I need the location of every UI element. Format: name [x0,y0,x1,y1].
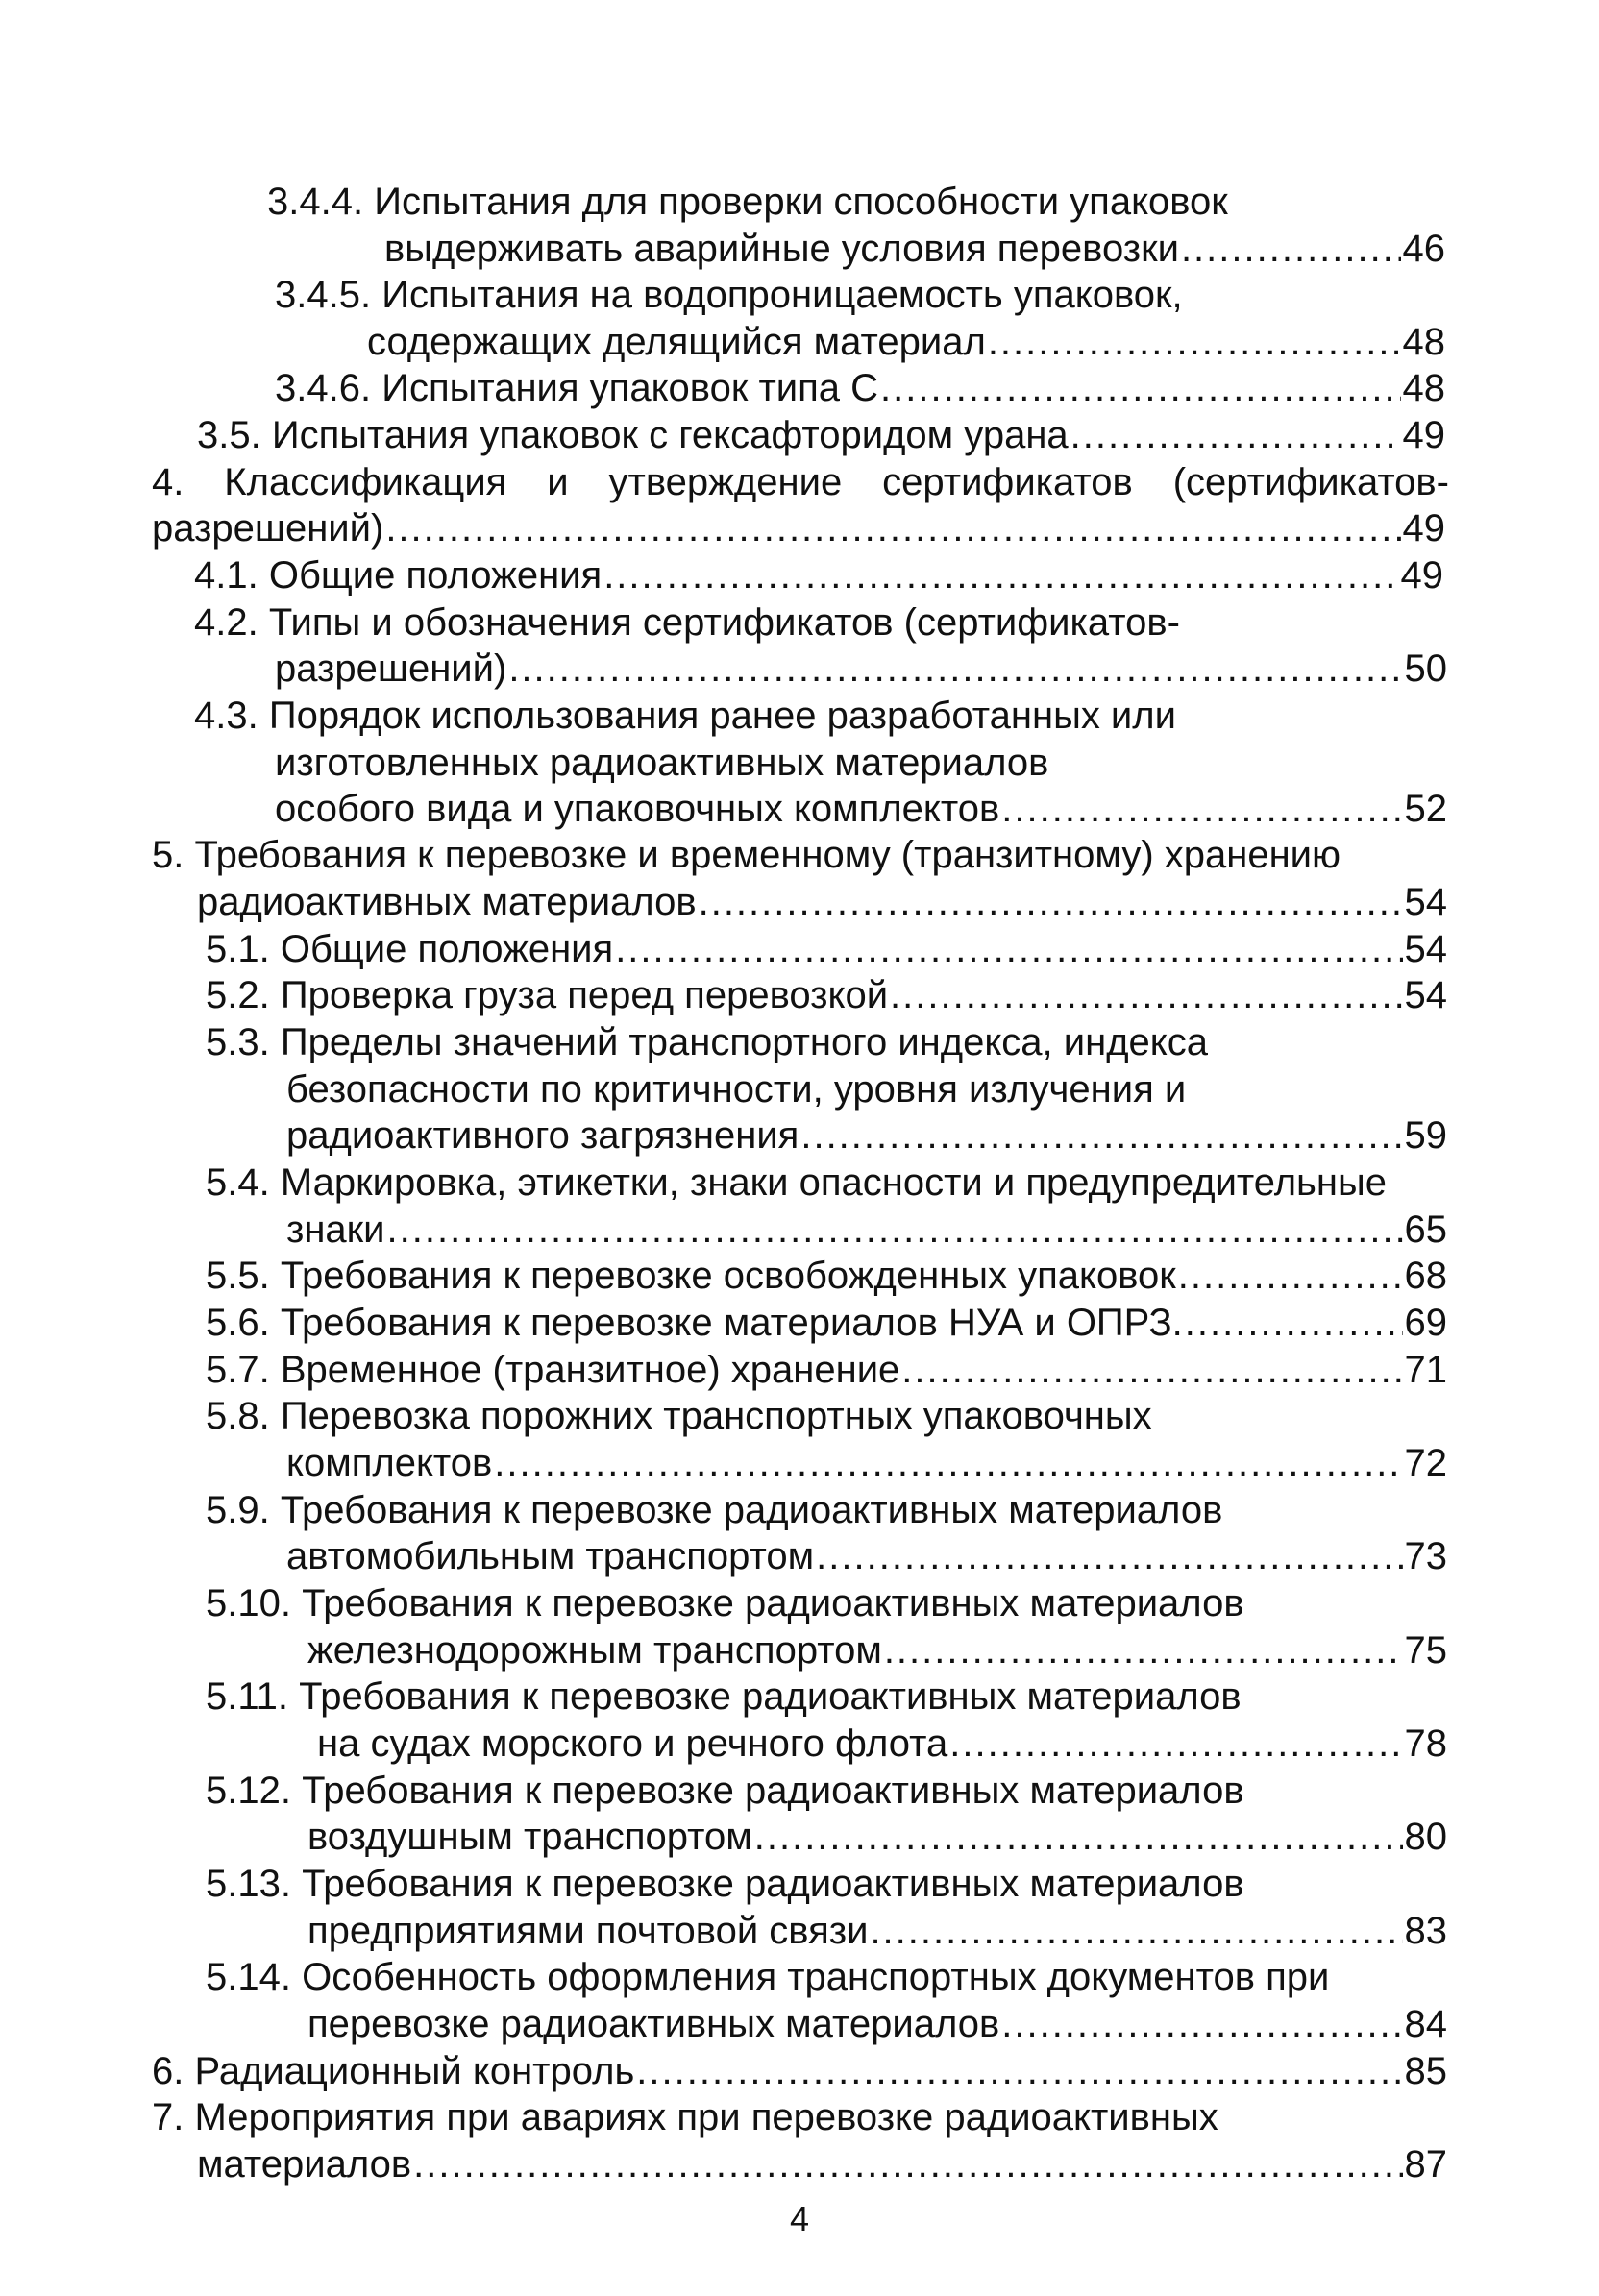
toc-text: 3.5. Испытания упаковок с гексафторидом урана [197,414,1069,456]
dot-leader [494,1440,1402,1486]
dot-leader [636,2048,1402,2094]
toc-page-number: 78 [1404,1722,1447,1765]
toc-page-number: 54 [1404,881,1447,923]
dot-leader [816,1533,1402,1579]
toc-page-number: 46 [1402,228,1445,270]
toc-page-number: 71 [1404,1349,1447,1391]
toc-entry [308,1627,1447,1673]
toc-text: разрешений) [275,647,507,690]
toc-entry [206,926,1447,972]
toc-text: на судах морского и речного флота [317,1722,948,1765]
toc-page-number: 73 [1404,1535,1447,1577]
toc-entry [194,552,1443,598]
toc-page-number: 54 [1404,928,1447,970]
toc-text: 5.3. Пределы значений транспортного индекса, индекса [206,1021,1208,1063]
toc-page-number: 83 [1404,1910,1447,1952]
toc-entry [206,972,1447,1018]
toc-text: 5.4. Маркировка, этикетки, знаки опасности и предупредительные [206,1161,1387,1204]
toc-text: 5.6. Требования к перевозке материалов НУА и ОПРЗ. [206,1302,1183,1344]
toc-text: 5.13. Требования к перевозке радиоактивных материалов [206,1863,1244,1905]
toc-entry [197,412,1445,458]
toc-page-number: 68 [1404,1255,1447,1297]
toc-entry [152,2048,1447,2094]
toc-entry [206,1347,1447,1393]
dot-leader [385,505,1400,551]
toc-entry [197,2141,1447,2187]
toc-line [275,272,1447,318]
toc-entry [308,1908,1447,1954]
toc-entry [197,879,1447,925]
toc-text: содержащих делящийся материал [367,321,986,363]
toc-page-number: 72 [1404,1442,1447,1484]
toc-line [206,1861,1449,1907]
toc-line [194,599,1443,646]
toc-line [206,1580,1449,1626]
toc-page-number: 59 [1404,1114,1447,1157]
toc-page-number: 69 [1404,1302,1447,1344]
toc-line [206,1393,1449,1439]
toc-entry [286,1207,1447,1253]
toc-entry [384,226,1445,272]
toc-text: 6. Радиационный контроль [152,2050,635,2092]
toc-page-number: 50 [1404,647,1447,690]
toc-text: 4. Классификация и утверждение сертификатов (сертификатов- [152,461,1449,503]
toc-line [275,740,1447,786]
dot-leader [1001,786,1402,832]
toc-text: автомобильным транспортом [286,1535,815,1577]
toc-text: 5. Требования к перевозке и временному (транзитному) хранению [152,834,1341,876]
toc-page-number: 49 [1402,414,1445,456]
toc-page-number: 49 [1402,507,1445,550]
dot-leader [615,926,1402,972]
toc-entry [152,505,1445,551]
toc-text: 5.2. Проверка груза перед перевозкой [206,974,889,1016]
toc-text: 5.9. Требования к перевозке радиоактивных материалов [206,1489,1223,1531]
toc-page-number: 87 [1404,2143,1447,2186]
dot-leader [1178,1253,1403,1299]
toc-text: 4.1. Общие положения [194,554,603,597]
toc-text: знаки [286,1209,385,1251]
toc-entry [286,1112,1447,1159]
toc-text: 5.14. Особенность оформления транспортных документов при [206,1956,1330,1998]
toc-entry [308,1814,1447,1860]
toc-line [194,693,1443,739]
toc-page-number: 48 [1402,321,1445,363]
dot-leader [800,1112,1402,1159]
toc-text: 7. Мероприятия при авариях при перевозке радиоактивных [152,2096,1218,2138]
toc-entry [275,646,1447,692]
toc-text: комплектов [286,1442,493,1484]
toc-page-number: 48 [1402,367,1445,409]
toc-text: 4.3. Порядок использования ранее разработанных или [194,695,1176,737]
toc-text: особого вида и упаковочных комплектов [275,788,1000,830]
dot-leader [754,1814,1403,1860]
toc-text: 4.2. Типы и обозначения сертификатов (сертификатов- [194,601,1180,644]
toc-line [152,459,1449,505]
toc-line [206,1954,1449,2000]
toc-text: радиоактивных материалов [197,881,697,923]
toc-text: 5.10. Требования к перевозке радиоактивных материалов [206,1582,1244,1624]
toc-line [206,1019,1449,1065]
dot-leader [880,365,1400,411]
toc-text: 5.7. Временное (транзитное) хранение [206,1349,900,1391]
toc-line [286,1066,1449,1112]
toc-text: железнодорожным транспортом [308,1629,882,1672]
toc-entry [275,786,1447,832]
toc-page-number: 84 [1404,2003,1447,2045]
toc-entry [286,1440,1447,1486]
toc-text: материалов [197,2143,412,2186]
toc-page-number: 80 [1404,1816,1447,1858]
toc-text: 3.4.5. Испытания на водопроницаемость упаковок, [275,274,1183,316]
dot-leader [884,1627,1403,1673]
toc-entry [367,319,1445,365]
dot-leader [413,2141,1402,2187]
dot-leader [1070,412,1401,458]
toc-entry [308,2001,1447,2047]
dot-leader [988,319,1401,365]
toc-page-number: 85 [1404,2050,1447,2092]
toc-text: 3.4.6. Испытания упаковок типа С [275,367,879,409]
toc-line [206,1487,1449,1533]
toc-entry [286,1533,1447,1579]
toc-text: изготовленных радиоактивных материалов [275,742,1049,784]
toc-entry [206,1253,1447,1299]
toc-entry [206,1300,1447,1346]
toc-text: радиоактивного загрязнения [286,1114,800,1157]
dot-leader [508,646,1402,692]
toc-text: 5.1. Общие положения [206,928,614,970]
toc-text: 5.11. Требования к перевозке радиоактивных материалов [206,1675,1242,1718]
dot-leader [1181,226,1401,272]
dot-leader [1185,1300,1403,1346]
toc-page-number: 75 [1404,1629,1447,1672]
toc-text: безопасности по критичности, уровня излучения и [286,1068,1187,1111]
toc-entry [275,365,1445,411]
toc-line [206,1160,1449,1206]
toc-text: 5.8. Перевозка порожних транспортных упаковочных [206,1395,1152,1437]
toc-line [152,832,1449,878]
page-number: 4 [789,2199,810,2238]
toc-text: перевозке радиоактивных материалов [308,2003,1000,2045]
toc-entry [317,1721,1447,1767]
dot-leader [603,552,1398,598]
toc-line [206,1673,1449,1720]
toc-page-number: 52 [1404,788,1447,830]
dot-leader [387,1207,1403,1253]
dot-leader [901,1347,1402,1393]
dot-leader [890,972,1402,1018]
toc-line [206,1768,1449,1814]
toc-line [267,179,1449,225]
toc-line [152,2094,1449,2140]
toc-text: 5.5. Требования к перевозке освобожденных упаковок [206,1255,1176,1297]
dot-leader [1001,2001,1402,2047]
toc-text: 5.12. Требования к перевозке радиоактивных материалов [206,1770,1244,1812]
dot-leader [699,879,1403,925]
toc-page-number: 65 [1404,1209,1447,1251]
toc-text: выдерживать аварийные условия перевозки [384,228,1179,270]
toc-text: воздушным транспортом [308,1816,752,1858]
toc-text: 3.4.4. Испытания для проверки способности упаковок [267,181,1228,223]
toc-page-number: 54 [1404,974,1447,1016]
dot-leader [870,1908,1402,1954]
toc-page-number: 49 [1400,554,1443,597]
dot-leader [949,1721,1402,1767]
toc-text: разрешений) [152,507,384,550]
toc-text: предприятиями почтовой связи [308,1910,869,1952]
